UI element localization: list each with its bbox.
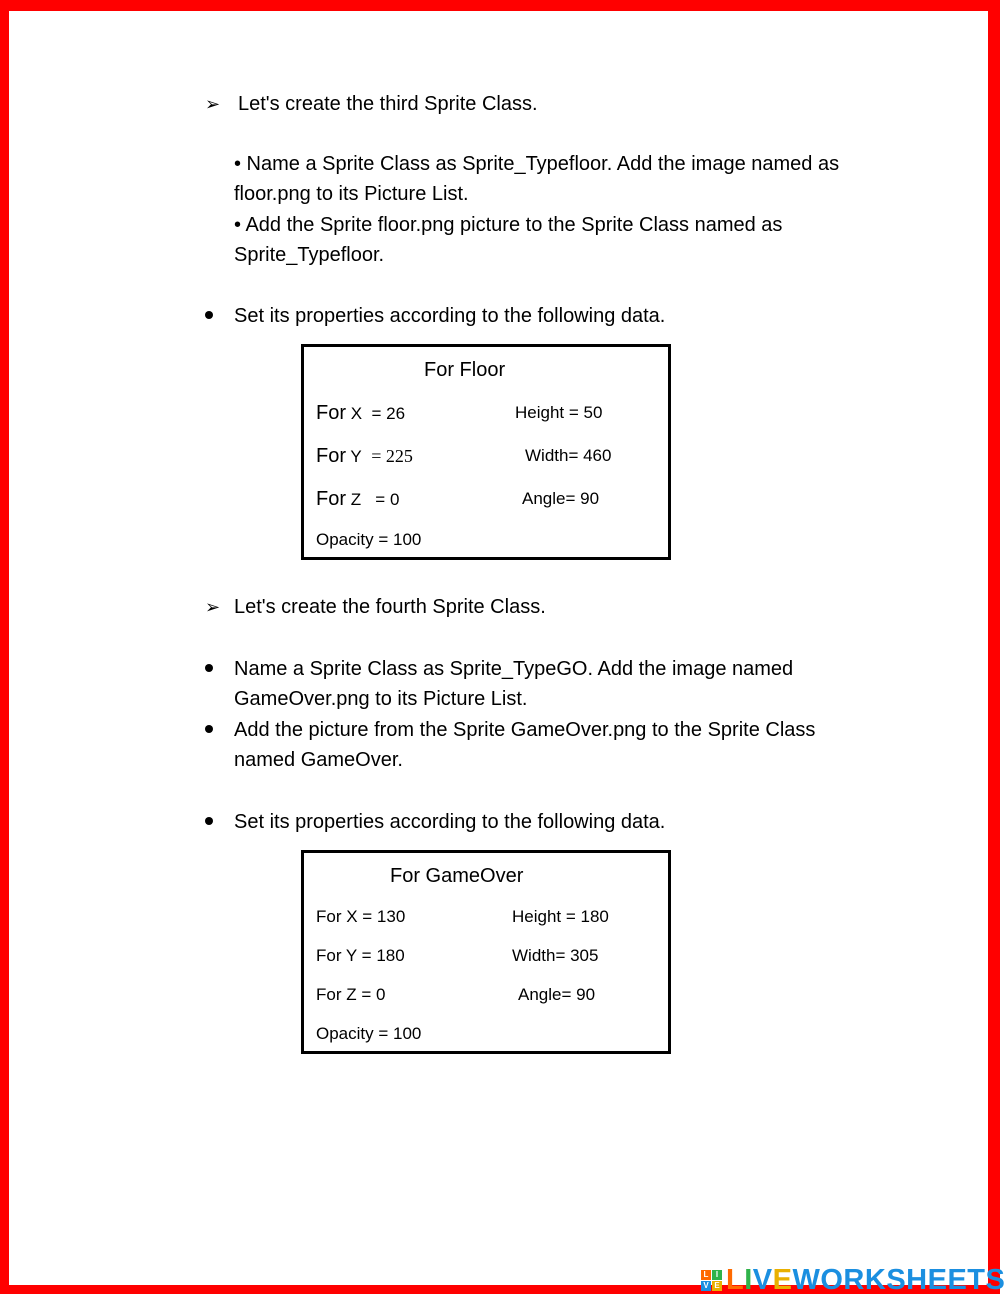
logo-letter: E (927, 1264, 948, 1296)
floor-width: Width= 460 (525, 446, 612, 465)
logo-letter: V (752, 1264, 773, 1296)
gameover-properties-box (301, 850, 671, 1054)
floor-opacity: Opacity = 100 (316, 530, 422, 549)
section1-step2: • Add the Sprite floor.png picture to the Sprite Class named as (234, 214, 783, 236)
logo-letter: O (820, 1264, 844, 1296)
gameover-height: Height = 180 (512, 907, 609, 926)
floor-properties-box (301, 344, 671, 560)
gameover-angle: Angle= 90 (518, 985, 596, 1004)
gameover-x: For X = 130 (316, 907, 406, 926)
floor-x-row: For X = 26 (316, 402, 406, 424)
liveworksheets-logo (701, 1265, 1005, 1295)
mark-letter: E (712, 1281, 722, 1291)
logo-letter: K (864, 1264, 887, 1296)
section2-heading: Let's create the fourth Sprite Class. (234, 596, 546, 618)
gameover-z: For Z = 0 (316, 985, 386, 1004)
section2-step2-cont: named GameOver. (234, 749, 403, 771)
arrow-bullet-icon: ➢ (205, 94, 221, 114)
logo-letter: H (906, 1264, 928, 1296)
logo-letter: S (985, 1264, 1005, 1296)
mark-letter: I (712, 1270, 722, 1280)
section2-set-props: Set its properties according to the following data. (234, 811, 666, 833)
bullet-icon (205, 311, 213, 319)
section2-step2: Add the picture from the Sprite GameOver.png to the Sprite Class (234, 719, 816, 741)
section1-step2-cont: Sprite_Typefloor. (234, 244, 385, 266)
floor-box-title: For Floor (424, 359, 506, 381)
logo-letter: W (792, 1264, 821, 1296)
section1-step1-cont: floor.png to its Picture List. (234, 183, 469, 205)
bullet-icon (205, 817, 213, 825)
bullet-icon (205, 725, 213, 733)
logo-letter: S (886, 1264, 907, 1296)
gameover-box-title: For GameOver (390, 865, 524, 887)
bullet-icon (205, 664, 213, 672)
logo-letter: E (772, 1264, 793, 1296)
logo-letter: E (947, 1264, 968, 1296)
section1-step1: • Name a Sprite Class as Sprite_Typefloor. Add the image named as (234, 153, 840, 175)
logo-letter: L (726, 1264, 745, 1296)
floor-y-row: For Y = 225 (316, 445, 413, 467)
section1-heading: Let's create the third Sprite Class. (238, 93, 538, 115)
mark-letter: V (701, 1281, 711, 1291)
liveworksheets-wordmark (726, 1265, 1005, 1295)
section2-step1-cont: GameOver.png to its Picture List. (234, 688, 528, 710)
floor-z-row: For Z = 0 (316, 488, 400, 510)
floor-height: Height = 50 (515, 403, 603, 422)
floor-angle: Angle= 90 (522, 489, 600, 508)
arrow-bullet-icon: ➢ (205, 597, 221, 617)
gameover-opacity: Opacity = 100 (316, 1024, 422, 1043)
logo-letter: R (843, 1264, 865, 1296)
logo-letter: I (744, 1264, 753, 1296)
section1-set-props: Set its properties according to the following data. (234, 305, 666, 327)
gameover-y: For Y = 180 (316, 946, 405, 965)
mark-letter: L (701, 1270, 711, 1280)
logo-letter: T (967, 1264, 986, 1296)
section2-step1: Name a Sprite Class as Sprite_TypeGO. Add the image named (234, 658, 794, 680)
gameover-width: Width= 305 (512, 946, 599, 965)
liveworksheets-mark-icon (701, 1270, 722, 1291)
